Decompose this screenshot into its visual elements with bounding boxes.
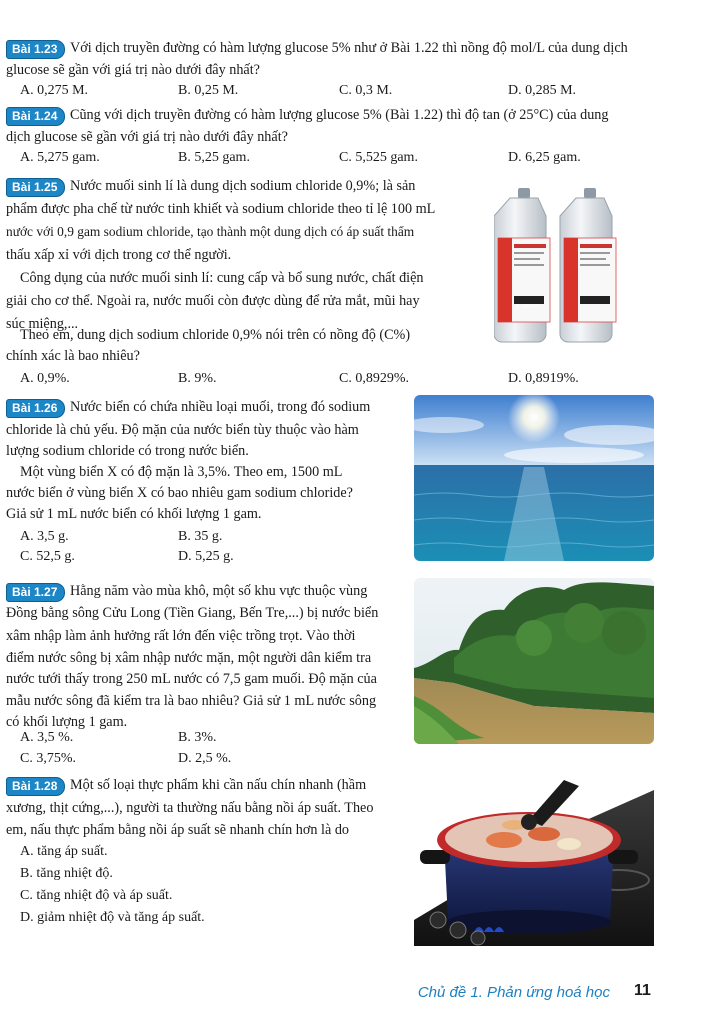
question-text: Theo em, dung dịch sodium chloride 0,9% nói trên có nồng độ (C%) xyxy=(20,327,411,343)
option-b: B. 9%. xyxy=(178,371,217,386)
question-text: Đồng bằng sông Cửu Long (Tiền Giang, Bến Tre,...) bị nước biển xyxy=(6,605,379,621)
question-text: có khối lượng 1 gam. xyxy=(6,714,128,730)
question-text: glucose sẽ gần với giá trị nào dưới đây nhất? xyxy=(6,62,260,78)
pressure-cooker-image xyxy=(414,770,654,946)
chapter-footer: Chủ đề 1. Phản ứng hoá học xyxy=(417,984,610,1001)
question-text: chính xác là bao nhiêu? xyxy=(6,348,140,364)
option-a: A. 3,5 g. xyxy=(20,529,69,544)
option-a: A. 0,275 M. xyxy=(20,83,89,98)
question-text: Hằng năm vào mùa khô, một số khu vực thuộc vùng xyxy=(70,583,368,599)
question-text: phẩm được pha chế từ nước tinh khiết và sodium chloride theo tỉ lệ 100 mL xyxy=(6,201,436,217)
river-image xyxy=(414,578,654,744)
option-d: D. 6,25 gam. xyxy=(508,150,581,165)
option-a: A. 3,5 %. xyxy=(20,730,74,745)
question-text: Với dịch truyền đường có hàm lượng glucose 5% như ở Bài 1.22 thì nồng độ mol/L của dung dịch xyxy=(70,40,628,56)
question-text: điểm nước sông bị xâm nhập nước mặn, một người dân kiểm tra xyxy=(6,650,372,666)
option-d: D. 2,5 %. xyxy=(178,751,232,766)
option-a: A. 5,275 gam. xyxy=(20,150,100,165)
question-tag: Bài 1.27 xyxy=(6,583,65,602)
option-c: C. 3,75%. xyxy=(20,751,76,766)
question-tag: Bài 1.25 xyxy=(6,178,65,197)
option-a: A. 0,9%. xyxy=(20,371,70,386)
option-b: B. tăng nhiệt độ. xyxy=(20,866,113,881)
question-text: lượng sodium chloride có trong nước biển. xyxy=(6,443,249,459)
option-b: B. 35 g. xyxy=(178,529,223,544)
question-text: xương, thịt cứng,...), người ta thường nấu bằng nồi áp suất. Theo xyxy=(6,800,374,816)
question-text: Một vùng biển X có độ mặn là 3,5%. Theo em, 1500 mL xyxy=(20,464,343,480)
question-text: chloride là chủ yếu. Độ mặn của nước biển tùy thuộc vào hàm xyxy=(6,422,359,438)
question-text: dịch glucose sẽ gần với giá trị nào dưới đây nhất? xyxy=(6,129,288,145)
option-d: D. 0,285 M. xyxy=(508,83,577,98)
bottle-brand-label: B. BRAUN xyxy=(516,304,540,310)
option-d: D. 0,8919%. xyxy=(508,371,579,386)
question-text: Nước muối sinh lí là dung dịch sodium chloride 0,9%; là sản xyxy=(70,178,416,194)
option-c: C. tăng nhiệt độ và áp suất. xyxy=(20,888,173,903)
question-text: nước biển ở vùng biển X có bao nhiêu gam sodium chloride? xyxy=(6,485,353,501)
question-tag: Bài 1.28 xyxy=(6,777,65,796)
question-text: súc miệng,... xyxy=(6,316,79,332)
option-b: B. 5,25 gam. xyxy=(178,150,250,165)
question-text: em, nấu thực phẩm bằng nồi áp suất sẽ nhanh chín hơn là do xyxy=(6,822,350,838)
option-c: C. 0,3 M. xyxy=(339,83,393,98)
question-text: thấu xấp xỉ với dịch trong cơ thể người. xyxy=(6,247,232,263)
question-tag: Bài 1.24 xyxy=(6,107,65,126)
option-c: C. 5,525 gam. xyxy=(339,150,418,165)
option-c: C. 52,5 g. xyxy=(20,549,75,564)
option-b: B. 3%. xyxy=(178,730,217,745)
option-c: C. 0,8929%. xyxy=(339,371,409,386)
question-tag: Bài 1.23 xyxy=(6,40,65,59)
question-text: nước tưới thấy trong 250 mL nước có 7,5 gam muối. Độ mặn của xyxy=(6,671,377,687)
sea-image xyxy=(414,395,654,561)
question-text: Nước biển có chứa nhiều loại muối, trong đó sodium xyxy=(70,399,371,415)
option-d: D. giảm nhiệt độ và tăng áp suất. xyxy=(20,910,205,925)
question-tag: Bài 1.26 xyxy=(6,399,65,418)
question-text: giải cho cơ thể. Ngoài ra, nước muối còn được dùng để rửa mắt, mũi hay xyxy=(6,293,420,309)
option-d: D. 5,25 g. xyxy=(178,549,234,564)
saline-bottles-image xyxy=(494,186,634,348)
question-text: xâm nhập làm ảnh hưởng rất lớn đến việc trồng trọt. Vào thời xyxy=(6,628,356,644)
question-text: Công dụng của nước muối sinh lí: cung cấp và bổ sung nước, chất điện xyxy=(20,270,424,286)
question-text: Giả sử 1 mL nước biển có khối lượng 1 gam. xyxy=(6,506,262,522)
page-number: 11 xyxy=(634,982,651,999)
question-text: nước với 0,9 gam sodium chloride, tạo thành một dung dịch có áp suất thẩm xyxy=(6,224,415,239)
option-a: A. tăng áp suất. xyxy=(20,844,108,859)
question-text: Một số loại thực phẩm khi cần nấu chín nhanh (hầm xyxy=(70,777,367,793)
question-text: Cũng với dịch truyền đường có hàm lượng glucose 5% (Bài 1.22) thì độ tan (ở 25°C) của dung xyxy=(70,107,609,123)
question-text: mẫu nước sông đã kiểm tra là bao nhiêu? Giả sử 1 mL nước sông xyxy=(6,693,377,709)
option-b: B. 0,25 M. xyxy=(178,83,239,98)
